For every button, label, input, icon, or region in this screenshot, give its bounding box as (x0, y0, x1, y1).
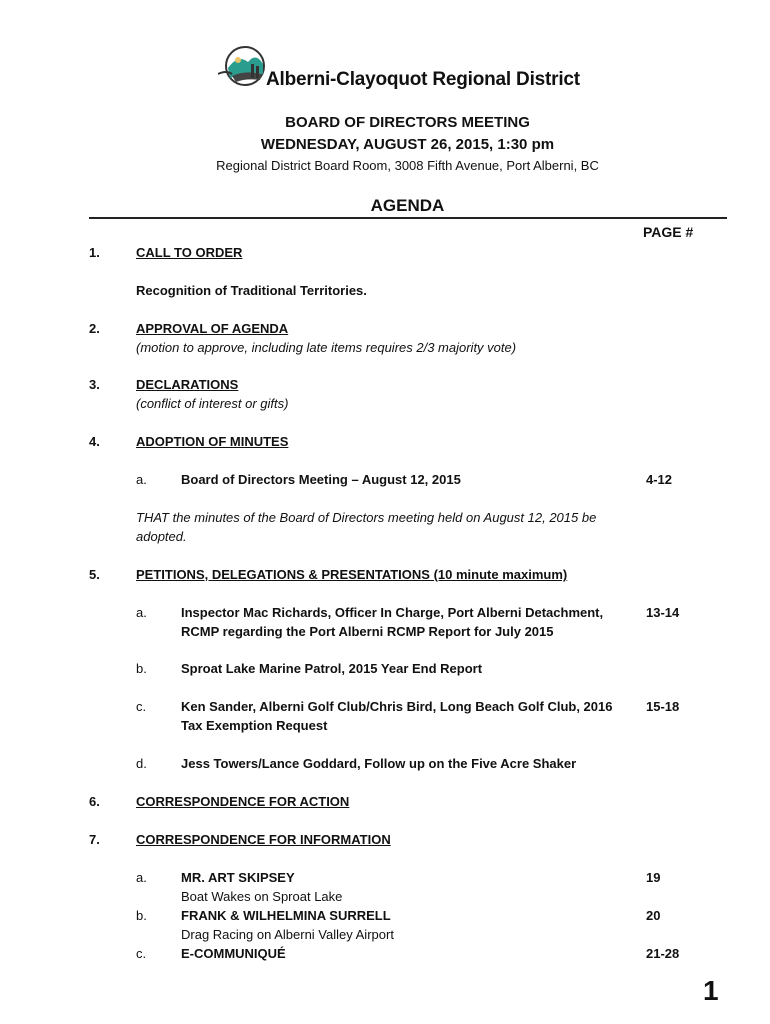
organization-name: Alberni-Clayoquot Regional District (266, 69, 580, 90)
item-letter: b. (136, 661, 147, 676)
section-number: 1. (89, 245, 100, 260)
agenda-item-subject: Boat Wakes on Sproat Lake (181, 889, 343, 904)
meeting-title: BOARD OF DIRECTORS MEETING (285, 114, 530, 131)
agenda-item: FRANK & WILHELMINA SURRELL (181, 908, 391, 923)
item-letter: a. (136, 472, 147, 487)
item-page: 13-14 (646, 605, 680, 620)
section-number: 6. (89, 794, 100, 809)
section-number: 5. (89, 567, 100, 582)
section-title: CORRESPONDENCE FOR ACTION (136, 794, 350, 809)
item-letter: d. (136, 756, 147, 771)
item-letter: a. (136, 605, 147, 620)
section-note: Recognition of Traditional Territories. (136, 283, 367, 298)
meeting-datetime: WEDNESDAY, AUGUST 26, 2015, 1:30 pm (260, 136, 555, 153)
agenda-item-subject: Drag Racing on Alberni Valley Airport (181, 927, 394, 942)
header-divider (89, 217, 727, 219)
agenda-item: Ken Sander, Alberni Golf Club/Chris Bird, Long Beach Golf Club, 2016 (181, 699, 613, 714)
motion-text-cont: adopted. (136, 529, 187, 544)
section-title: ADOPTION OF MINUTES (136, 434, 289, 449)
agenda-item: Sproat Lake Marine Patrol, 2015 Year End Report (181, 661, 483, 676)
section-number: 2. (89, 321, 100, 336)
agenda-item-cont: RCMP regarding the Port Alberni RCMP Report for July 2015 (181, 624, 554, 639)
agenda-item: MR. ART SKIPSEY (181, 870, 295, 885)
meeting-location: Regional District Board Room, 3008 Fifth Avenue, Port Alberni, BC (216, 158, 599, 173)
item-letter: b. (136, 908, 147, 923)
item-letter: c. (136, 946, 147, 961)
agenda-item: Jess Towers/Lance Goddard, Follow up on the Five Acre Shaker (181, 756, 577, 771)
section-note: (conflict of interest or gifts) (136, 396, 289, 411)
page-number: 1 (703, 975, 719, 1006)
section-number: 7. (89, 832, 100, 847)
agenda-item-cont: Tax Exemption Request (181, 718, 328, 733)
section-title: DECLARATIONS (136, 377, 239, 392)
section-title: CALL TO ORDER (136, 245, 243, 260)
acrd-logo-icon (218, 44, 268, 90)
section-number: 4. (89, 434, 100, 449)
item-page: 21-28 (646, 946, 680, 961)
agenda-item: Board of Directors Meeting – August 12, 2015 (181, 472, 461, 487)
section-title: CORRESPONDENCE FOR INFORMATION (136, 832, 391, 847)
section-title: APPROVAL OF AGENDA (136, 321, 289, 336)
section-number: 3. (89, 377, 100, 392)
item-page: 19 (646, 870, 661, 885)
page-column-header: PAGE # (643, 224, 694, 240)
item-page: 15-18 (646, 699, 680, 714)
item-letter: a. (136, 870, 147, 885)
agenda-title: AGENDA (370, 196, 445, 215)
item-page: 20 (646, 908, 661, 923)
section-note: (motion to approve, including late items requires 2/3 majority vote) (136, 340, 517, 355)
agenda-item: Inspector Mac Richards, Officer In Charge, Port Alberni Detachment, (181, 605, 604, 620)
item-page: 4-12 (646, 472, 673, 487)
motion-text: THAT the minutes of the Board of Directors meeting held on August 12, 2015 be (136, 510, 597, 525)
section-title: PETITIONS, DELEGATIONS & PRESENTATIONS (10 minute maximum) (136, 567, 568, 582)
agenda-item: E-COMMUNIQUÉ (181, 946, 286, 961)
item-letter: c. (136, 699, 147, 714)
